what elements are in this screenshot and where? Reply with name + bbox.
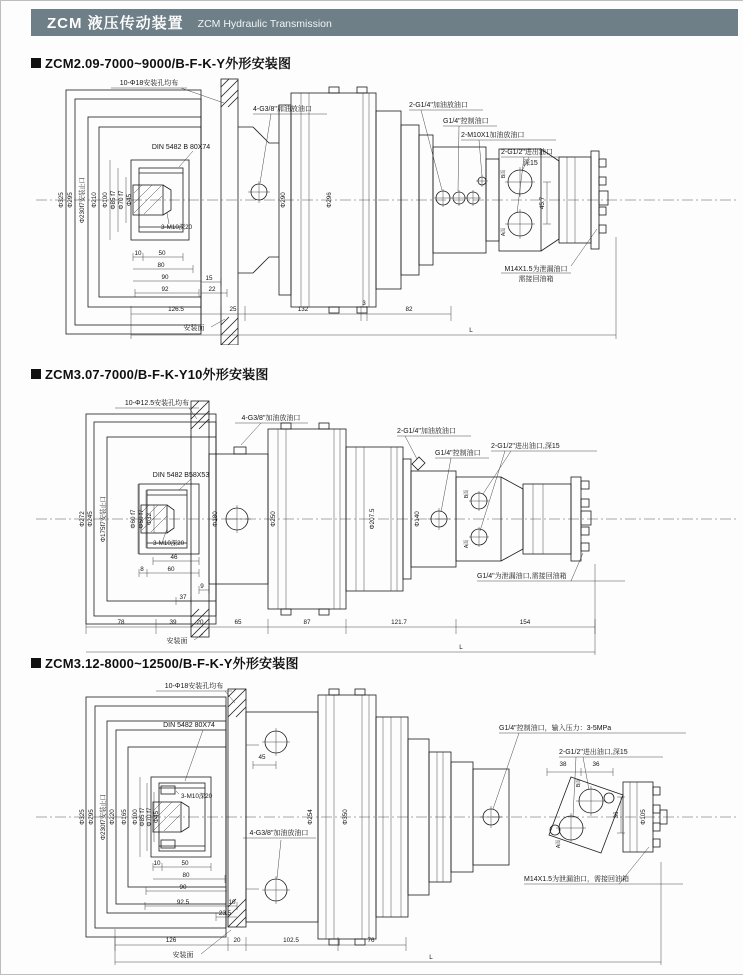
dim: 37 xyxy=(179,594,187,601)
face-b-label: B面 xyxy=(501,169,507,179)
tap-label: 3-M10深20 xyxy=(161,224,193,231)
dim: 92.5 xyxy=(176,899,190,906)
dia-label: Φ85 f7 xyxy=(110,190,117,210)
mount-holes-label: 10-Φ12.5安装孔均布 xyxy=(124,400,190,407)
square-bullet-icon xyxy=(31,58,41,68)
fill-ports-label: 4-G3/8"加油放油口 xyxy=(241,415,301,422)
inout-depth-label: 深15 xyxy=(523,160,538,167)
fill-drain-label: 2-G1/4"加油放油口 xyxy=(409,102,468,109)
dia-label: Φ140 xyxy=(414,511,421,527)
dim: 80 xyxy=(182,872,190,879)
dim: 154 xyxy=(519,619,531,626)
dim: 132 xyxy=(297,306,309,313)
dim: 50 xyxy=(181,860,189,867)
dim: 15 xyxy=(205,275,213,282)
leak-port-label: M14X1.5为泄漏油口 xyxy=(504,266,568,273)
hydraulic-motor xyxy=(473,723,686,884)
dia-label: Φ165 xyxy=(121,809,128,825)
leak-port-label2: 需接回油箱 xyxy=(518,276,554,283)
dia-label: Φ85 f7 xyxy=(139,807,146,827)
square-bullet-icon xyxy=(31,369,41,379)
dim: 78 xyxy=(117,619,125,626)
flange-diameter-labels xyxy=(58,177,133,223)
dia-label: Φ230f7安装止口 xyxy=(100,794,107,840)
dia-label: Φ245 xyxy=(87,511,94,527)
dim: 10 xyxy=(153,860,161,867)
section-1-text: ZCM2.09-7000~9000/B-F-K-Y外形安装图 xyxy=(45,56,292,71)
dim: 80 xyxy=(157,262,165,269)
dim: 45.7 xyxy=(539,196,546,210)
dim: 46 xyxy=(170,554,178,561)
drawing-zcm2-09 xyxy=(31,77,741,345)
inout-port-label: 2-G1/2"进出油口,深15 xyxy=(491,443,560,450)
dia-label: Φ105 xyxy=(640,809,647,825)
face-a-label: A面 xyxy=(556,839,562,849)
gearbox-body xyxy=(209,413,489,615)
mounting-plate xyxy=(156,681,246,927)
spline-annotations xyxy=(153,472,210,547)
section-title-2 xyxy=(31,364,269,383)
dim: 20 xyxy=(233,937,241,944)
dia-label: Φ254 xyxy=(307,809,314,825)
dia-label: Φ32 xyxy=(146,512,153,526)
dia-label: Φ325 xyxy=(79,809,86,825)
spline-label: DIN 5482 B58X53 xyxy=(152,472,210,479)
hydraulic-motor xyxy=(486,147,608,283)
dia-label: Φ350 xyxy=(342,809,349,825)
dia-label: Φ272 xyxy=(79,511,86,527)
mount-holes-label: 10-Φ18安装孔均布 xyxy=(119,80,179,87)
control-port-label: G1/4"控制油口 xyxy=(435,450,481,457)
square-bullet-icon xyxy=(31,658,41,668)
control-port-label: G1/4"控制油口，输入压力：3-5MPa xyxy=(499,725,612,732)
header-title-zh: ZCM 液压传动装置 xyxy=(47,15,184,32)
dim: 10 xyxy=(228,899,236,906)
dia-label: Φ230f7安装止口 xyxy=(79,177,86,223)
dim: 121.7 xyxy=(391,619,407,626)
dia-label: Φ50 f7 xyxy=(138,509,145,529)
face-b-label: B面 xyxy=(464,489,470,499)
hub-dimensions xyxy=(145,860,237,921)
dia-label: Φ45 xyxy=(126,193,133,207)
dia-label: Φ100 xyxy=(102,192,109,208)
dia-label: Φ207.5 xyxy=(369,508,376,530)
dia-label: Φ295 xyxy=(88,809,95,825)
section-title-3 xyxy=(31,653,299,672)
dim-total: L xyxy=(469,327,473,334)
spline-label: DIN 5482 B 80X74 xyxy=(151,144,211,151)
dia-label: Φ295 xyxy=(67,192,74,208)
mount-face-label: 安装面 xyxy=(166,638,188,645)
dim: 90 xyxy=(179,884,187,891)
section-title-1 xyxy=(31,53,291,72)
page-header xyxy=(31,9,738,36)
dia-label: Φ70 f7 xyxy=(146,807,153,827)
mount-face-label: 安装面 xyxy=(183,325,205,332)
dim: 36 xyxy=(613,811,620,819)
dim: 60 xyxy=(167,566,175,573)
dia-label: Φ220 xyxy=(109,809,116,825)
bottom-dimensions xyxy=(131,237,616,339)
fill-drain-label: 2-G1/4"加油放油口 xyxy=(397,428,456,435)
dim: 8 xyxy=(140,566,144,573)
dim-total: L xyxy=(459,644,463,651)
mounting-plate xyxy=(111,78,238,345)
section-3-text: ZCM3.12-8000~12500/B-F-K-Y外形安装图 xyxy=(45,656,299,671)
dim: 90 xyxy=(161,274,169,281)
spline-annotations xyxy=(152,144,210,231)
mount-face-label: 安装面 xyxy=(172,952,194,959)
hub-dimensions xyxy=(139,554,209,605)
drawing-zcm3-07 xyxy=(31,389,741,659)
hydraulic-motor xyxy=(456,441,625,581)
face-a-label: A面 xyxy=(464,539,470,549)
dia-label: Φ60 f7 xyxy=(130,509,137,529)
face-b-label: B面 xyxy=(576,778,582,788)
valve-block xyxy=(409,100,556,253)
inout-port-label: 2-G1/2"进出油口,深15 xyxy=(559,749,628,756)
dia-label: Φ175f7安装止口 xyxy=(100,496,107,542)
dim: 22 xyxy=(208,286,216,293)
dim: 126.5 xyxy=(168,306,184,313)
control-port-label: G1/4"控制油口 xyxy=(443,118,489,125)
dim: 45 xyxy=(258,754,266,761)
tap-label: 3-M10深20 xyxy=(181,793,213,800)
drawing-zcm3-12 xyxy=(31,677,741,969)
dim: 25 xyxy=(229,306,237,313)
leak-port-label: M14X1.5为泄漏油口，需接回油箱 xyxy=(524,876,630,883)
dim: 20 xyxy=(196,619,204,626)
m10-port-label: 2-M10X1加油放油口 xyxy=(461,132,525,139)
inout-port-label: 2-G1/2"进出油口 xyxy=(501,149,553,156)
dia-label: Φ210 xyxy=(91,192,98,208)
dia-label: Φ70 f7 xyxy=(118,190,125,210)
header-title-en: ZCM Hydraulic Transmission xyxy=(197,18,332,30)
dim: 126 xyxy=(165,937,177,944)
fill-ports-label: 4-G3/8"加油放油口 xyxy=(249,830,309,837)
dim: 82 xyxy=(405,306,413,313)
dia-label: Φ325 xyxy=(58,192,65,208)
leak-port-label: G1/4"为泄漏油口,需接回油箱 xyxy=(477,573,567,580)
dim: 87 xyxy=(303,619,311,626)
dim-total: L xyxy=(429,954,433,961)
dim: 39 xyxy=(169,619,177,626)
dim: 9 xyxy=(200,583,204,590)
spline-label: DIN 5482 80X74 xyxy=(163,722,215,729)
section-2-text: ZCM3.07-7000/B-F-K-Y10外形安装图 xyxy=(45,367,269,382)
face-a-label: A面 xyxy=(501,227,507,237)
dim: 36 xyxy=(592,761,600,768)
dim: 3 xyxy=(362,300,366,307)
dim: 23.5 xyxy=(218,910,232,917)
mount-holes-label: 10-Φ18安装孔均布 xyxy=(164,683,224,690)
flange-section xyxy=(66,90,201,334)
dim: 65 xyxy=(234,619,242,626)
dia-label: Φ100 xyxy=(132,809,139,825)
dim: 102.5 xyxy=(283,937,299,944)
dim: 76 xyxy=(367,937,375,944)
hub-dimensions xyxy=(133,250,227,297)
dia-label: Φ180 xyxy=(212,511,219,527)
fill-ports-label: 4-G3/8"加油放油口 xyxy=(253,106,312,113)
tap-label: 3-M10深20 xyxy=(153,540,185,547)
dim: 50 xyxy=(158,250,166,257)
dia-label: Φ290 xyxy=(280,192,287,208)
dim: 92 xyxy=(161,286,169,293)
dia-label: Φ296 xyxy=(326,192,333,208)
dia-label: Φ250 xyxy=(270,511,277,527)
dim: 10 xyxy=(134,250,142,257)
dia-label: Φ45 xyxy=(153,810,160,824)
dim: 38 xyxy=(559,761,567,768)
